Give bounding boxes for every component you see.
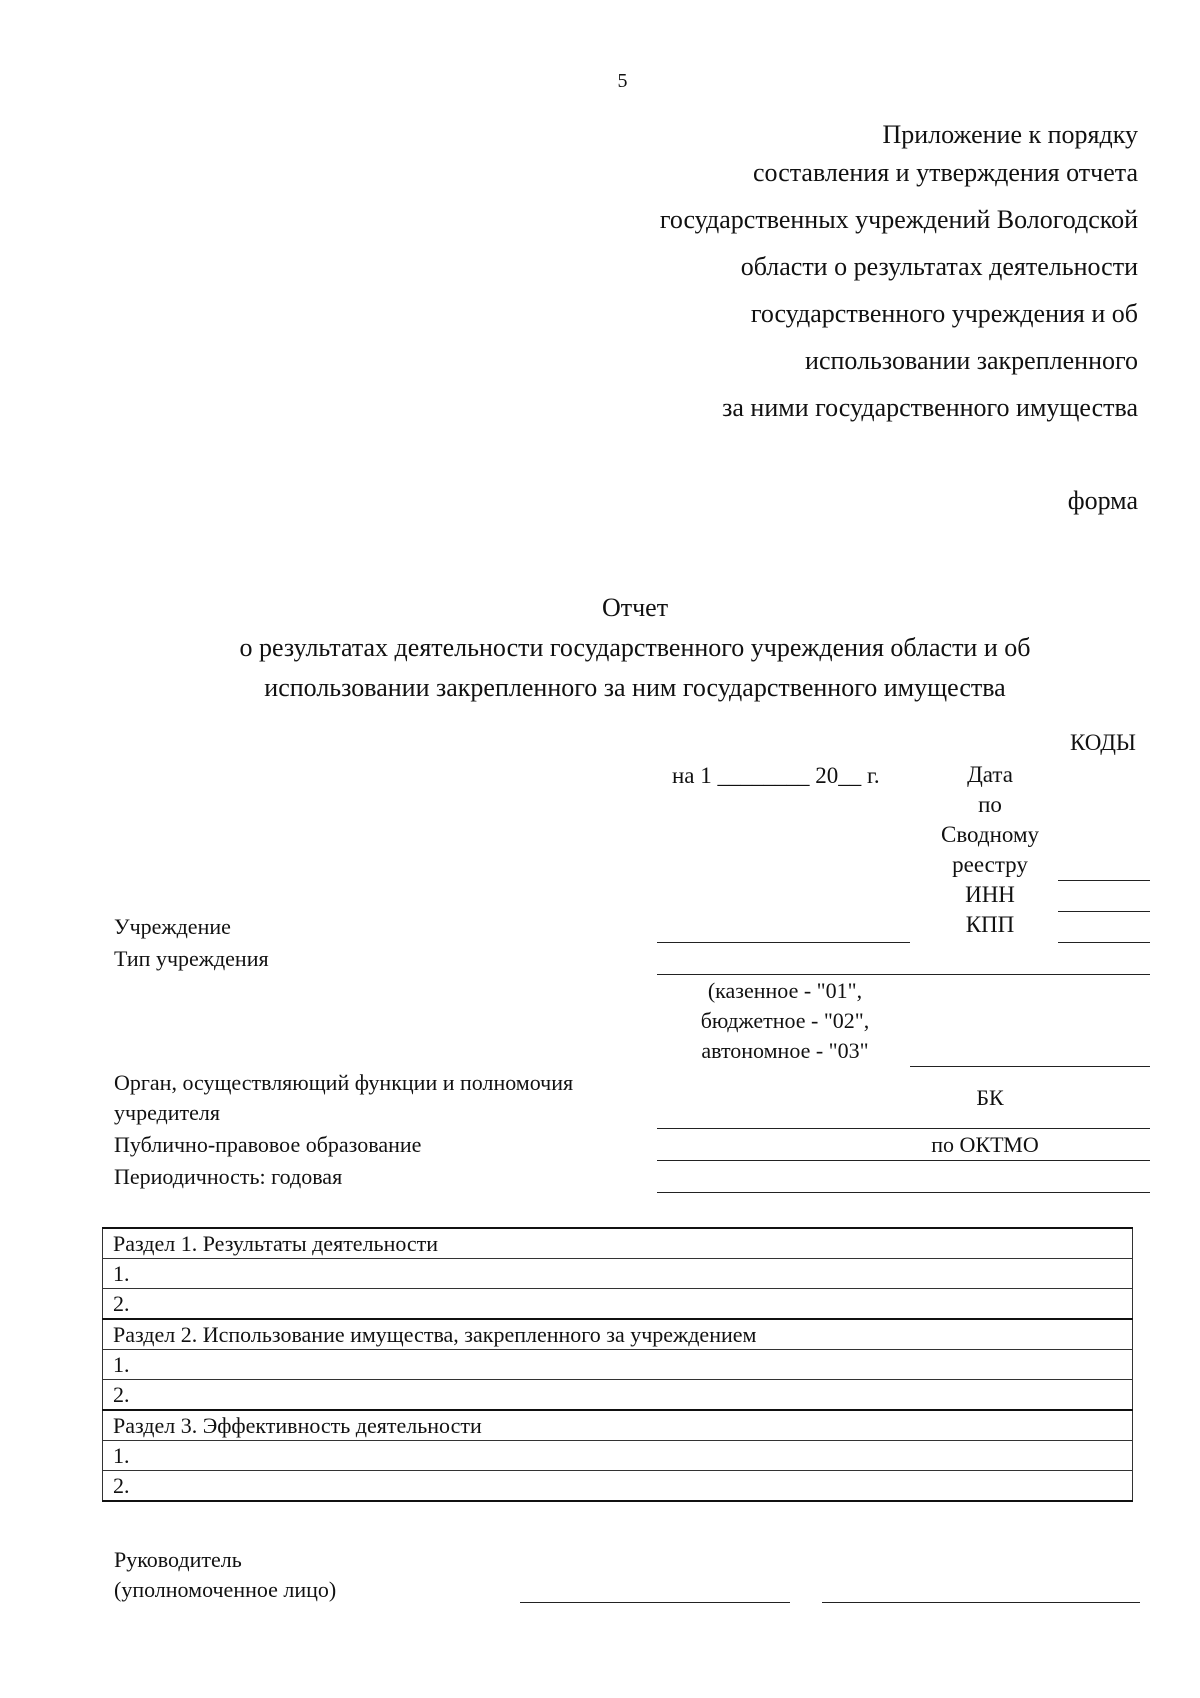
codes-label: КОДЫ — [1070, 730, 1136, 755]
periodicity-field[interactable] — [657, 1192, 1150, 1193]
periodicity-label: Периодичность: годовая — [114, 1164, 343, 1189]
type-hint-line: (казенное - "01", — [707, 978, 863, 1003]
title-line: использовании закрепленного за ним государственного имущества — [264, 673, 1006, 702]
bk-label: БК — [976, 1085, 1004, 1110]
section-item-row[interactable] — [103, 1471, 1133, 1502]
institution-field[interactable] — [657, 942, 910, 943]
section-header-row — [103, 1228, 1133, 1259]
type-hint-line: бюджетное - "02", — [700, 1008, 870, 1033]
report-title — [0, 588, 1200, 708]
institution-type-field[interactable] — [657, 974, 1150, 975]
date-codes-label-line: реестру — [952, 852, 1028, 877]
public-entity-label: Публично-правовое образование — [114, 1132, 422, 1157]
form-label: форма — [1067, 486, 1138, 515]
appendix-note — [660, 120, 1138, 440]
title-line: о результатах деятельности государственного учреждения области и об — [239, 633, 1031, 662]
institution-label: Учреждение — [114, 914, 231, 939]
section-item[interactable]: 2. — [103, 1289, 1133, 1320]
signature-label-line: (уполномоченное лицо) — [114, 1577, 337, 1602]
section-item-row[interactable] — [103, 1441, 1133, 1471]
founder-label-line: Орган, осуществляющий функции и полномочия — [114, 1070, 574, 1095]
date-codes-label-line: по — [978, 792, 1002, 817]
section-item-row[interactable] — [103, 1350, 1133, 1380]
institution-type-label: Тип учреждения — [114, 946, 269, 971]
section-item[interactable]: 1. — [103, 1259, 1133, 1289]
date-codes-label-line: Сводному — [940, 822, 1039, 847]
founder-label — [114, 1068, 573, 1128]
section-item[interactable]: 1. — [103, 1441, 1133, 1471]
kpp-label: КПП — [965, 912, 1015, 937]
signature-field[interactable] — [520, 1602, 790, 1603]
report-sections-table — [102, 1227, 1133, 1502]
title-line: Отчет — [601, 593, 669, 622]
public-entity-field[interactable] — [657, 1160, 1150, 1161]
institution-type-code-field[interactable] — [910, 1066, 1150, 1067]
institution-type-hint — [660, 976, 910, 1066]
oktmo-label: по ОКТМО — [931, 1132, 1039, 1157]
appendix-line: области о результатах деятельности — [740, 252, 1138, 281]
section-title: Раздел 3. Эффективность деятельности — [103, 1410, 1133, 1441]
registry-code-field[interactable] — [1058, 880, 1150, 881]
appendix-line: за ними государственного имущества — [722, 393, 1138, 422]
date-codes-label-line: Дата — [967, 762, 1013, 787]
appendix-line: использовании закрепленного — [805, 346, 1138, 375]
section-header-row — [103, 1319, 1133, 1350]
appendix-line: государственного учреждения и об — [750, 299, 1138, 328]
section-item[interactable]: 1. — [103, 1350, 1133, 1380]
inn-label: ИНН — [965, 882, 1015, 907]
kpp-code-field[interactable] — [1058, 942, 1150, 943]
signature-label-line: Руководитель — [114, 1547, 242, 1572]
section-header-row — [103, 1410, 1133, 1441]
founder-field[interactable] — [657, 1128, 1150, 1129]
section-item[interactable]: 2. — [103, 1471, 1133, 1502]
section-title: Раздел 1. Результаты деятельности — [103, 1228, 1133, 1259]
signature-label — [114, 1545, 336, 1605]
founder-label-line: учредителя — [114, 1100, 220, 1125]
signature-name-field[interactable] — [822, 1602, 1140, 1603]
section-item-row[interactable] — [103, 1289, 1133, 1320]
section-item[interactable]: 2. — [103, 1380, 1133, 1411]
section-title: Раздел 2. Использование имущества, закрепленного за учреждением — [103, 1319, 1133, 1350]
section-item-row[interactable] — [103, 1259, 1133, 1289]
date-codes-label — [920, 760, 1060, 940]
appendix-line: составления и утверждения отчета — [753, 158, 1138, 187]
page-number: 5 — [617, 70, 628, 92]
appendix-line: Приложение к порядку — [882, 120, 1138, 149]
inn-code-field[interactable] — [1058, 911, 1150, 912]
appendix-line: государственных учреждений Вологодской — [659, 205, 1138, 234]
section-item-row[interactable] — [103, 1380, 1133, 1411]
type-hint-line: автономное - "03" — [701, 1038, 869, 1063]
report-date-line[interactable]: на 1 ________ 20__ г. — [672, 763, 880, 788]
